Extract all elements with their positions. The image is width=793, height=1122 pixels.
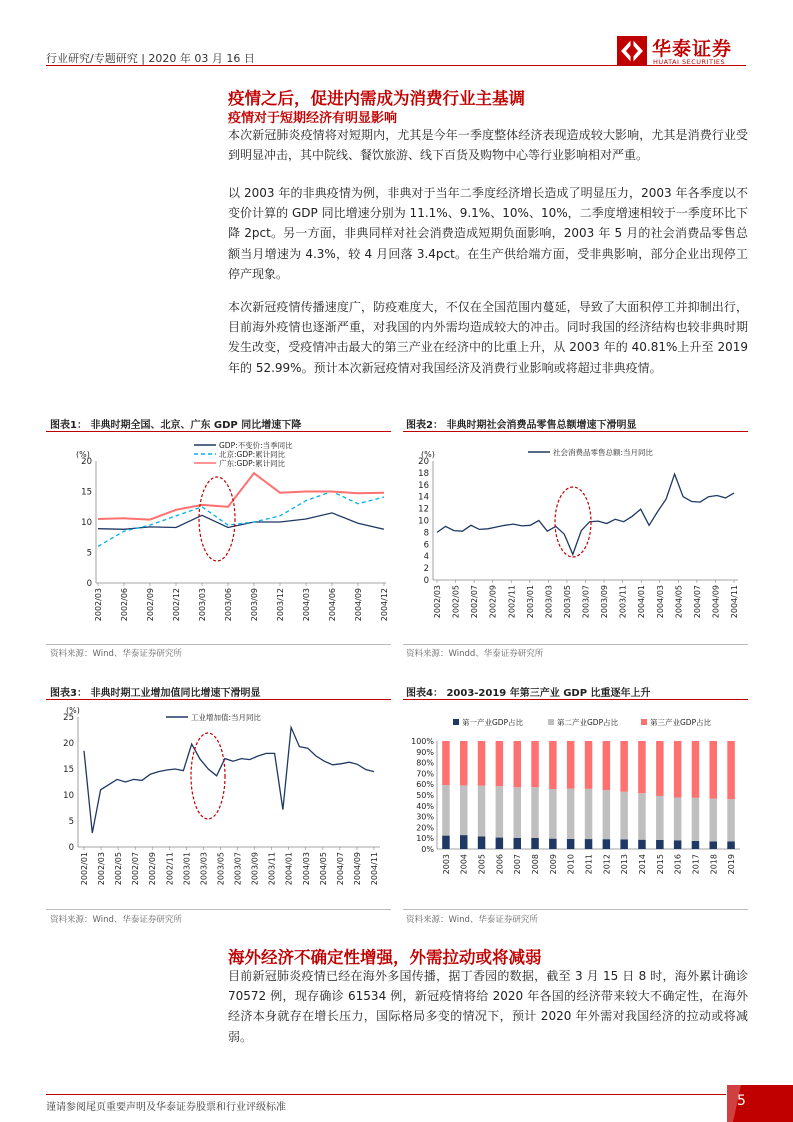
x-tick-label: 2004/05: [674, 585, 684, 619]
chart-gdp-growth: [46, 433, 391, 645]
y-tick-label: 10%: [416, 834, 434, 844]
paragraph-3: 本次新冠疫情传播速度广，防疫难度大，不仅在全国范围内蔓延，导致了大面积停工并抑制出行，目前海外疫情也逐渐严重，对我国的内外需均造成较大的冲击。同时我国的经济结构也较非典时期发生改变，受疫情冲击最大的第三产业在经济中的比重上升，从 2003 年的 40.81%上升至 2019 年的 52.99%。预计本次新冠疫情对我国经济及消费行业影响或将超过非典疫情。: [228, 300, 748, 375]
y-unit-label: (%): [421, 450, 435, 459]
y-tick-label: 14: [418, 492, 429, 503]
bar-segment-3: [638, 741, 646, 793]
x-tick-label: 2004/07: [335, 852, 345, 886]
bar-segment-1: [638, 840, 646, 849]
y-tick-label: 20%: [416, 823, 434, 833]
x-tick-label: 2010: [566, 854, 576, 875]
bar-segment-1: [603, 839, 611, 849]
bar-segment-3: [478, 741, 486, 786]
bar-segment-1: [442, 836, 450, 849]
x-tick-label: 2002/01: [80, 852, 89, 886]
x-tick-label: 2005: [477, 854, 487, 875]
y-tick-label: 70%: [416, 769, 434, 779]
y-tick-label: 20: [418, 457, 429, 467]
x-tick-label: 2004/07: [692, 585, 702, 619]
bar-segment-3: [531, 741, 539, 787]
bar-segment-3: [585, 741, 593, 789]
x-tick-label: 2015: [655, 854, 665, 875]
x-tick-label: 2004/11: [370, 852, 379, 886]
x-tick-label: 2003/05: [562, 585, 572, 619]
bar-segment-2: [442, 785, 450, 836]
figure4-rule: [403, 699, 748, 700]
chart-gdp-structure: [403, 701, 748, 910]
y-tick-label: 50%: [416, 791, 434, 800]
y-tick-label: 12: [418, 504, 429, 515]
y-tick-label: 0: [423, 576, 429, 586]
bar-segment-3: [674, 741, 682, 798]
legend-label-1: 工业增加值:当月同比: [191, 713, 262, 722]
bar-segment-1: [620, 839, 628, 849]
x-tick-label: 2002/11: [507, 585, 517, 619]
x-tick-label: 2003/01: [525, 585, 535, 619]
bar-segment-1: [531, 838, 539, 849]
figure4-title: 图表4： 2003-2019 年第三产业 GDP 比重逐年上升: [406, 688, 651, 699]
x-tick-label: 2004/01: [637, 585, 647, 619]
y-tick-label: 6: [423, 540, 429, 551]
x-tick-label: 2013: [620, 854, 630, 875]
logo-text-en: HUATAI SECURITIES: [653, 58, 726, 66]
header-date: 2020 年 03 月 16 日: [148, 52, 255, 65]
chart-retail-sales: [403, 433, 748, 645]
bar-segment-2: [460, 785, 468, 835]
x-tick-label: 2002/11: [165, 852, 175, 886]
figure2-title: 图表2： 非典时期社会消费品零售总额增速下滑明显: [406, 420, 637, 431]
series-line-1: [98, 513, 384, 529]
y-tick-label: 30%: [416, 812, 434, 822]
y-tick-label: 40%: [416, 801, 434, 811]
y-tick-label: 20: [63, 739, 74, 749]
y-unit-label: (%): [76, 450, 90, 459]
figure1-source: 资料来源：Wind、华泰证券研究所: [50, 649, 182, 659]
y-tick-label: 10: [418, 516, 429, 527]
legend-label-2: 第二产业GDP占比: [557, 718, 619, 727]
y-tick-label: 10: [63, 791, 74, 801]
figure2-rule: [403, 431, 748, 432]
page-number: 5: [727, 1085, 793, 1122]
y-tick-label: 15: [81, 487, 92, 498]
x-tick-label: 2004/03: [302, 588, 311, 622]
bar-segment-2: [727, 799, 735, 841]
legend-label-1: 社会消费品零售总额:当月同比: [553, 448, 654, 457]
bar-segment-2: [496, 786, 504, 837]
x-tick-label: 2002/05: [114, 852, 124, 886]
section-subtitle: 疫情对于短期经济有明显影响: [228, 111, 398, 126]
figure1-title: 图表1： 非典时期全国、北京、广东 GDP 同比增速下降: [50, 420, 302, 431]
x-tick-label: 2004/09: [352, 852, 362, 886]
bar-segment-1: [549, 839, 557, 849]
bar-segment-1: [692, 841, 700, 849]
x-tick-label: 2002/05: [451, 585, 461, 619]
x-tick-label: 2003/12: [276, 588, 285, 622]
x-tick-label: 2002/03: [433, 585, 442, 619]
bar-segment-2: [710, 799, 718, 842]
x-tick-label: 2004/09: [711, 585, 721, 619]
y-tick-label: 10: [81, 518, 92, 528]
footer-disclaimer: 谨请参阅尾页重要声明及华泰证券股票和行业评级标准: [46, 1102, 286, 1113]
logo-text-cn: 华泰证券: [652, 38, 733, 60]
bar-segment-3: [567, 741, 575, 789]
bar-segment-1: [710, 841, 718, 849]
x-tick-label: 2004/03: [655, 585, 665, 619]
bar-segment-1: [567, 839, 575, 849]
x-tick-label: 2004/12: [380, 588, 389, 622]
x-tick-label: 2017: [691, 854, 701, 875]
bar-segment-1: [727, 841, 735, 849]
legend-label-1: GDP:不变价:当季同比: [219, 441, 293, 450]
bar-segment-1: [496, 838, 504, 849]
chart-industrial-output: [46, 701, 391, 910]
bar-segment-3: [549, 741, 557, 789]
header-breadcrumb: 行业研究/专题研究 | 2020 年 03 月 16 日: [46, 52, 255, 65]
legend-label-3: 广东:GDP:累计同比: [219, 459, 286, 468]
y-unit-label: (%): [66, 706, 80, 715]
x-tick-label: 2018: [709, 854, 719, 875]
x-tick-label: 2003/11: [267, 852, 277, 886]
x-tick-label: 2003/11: [618, 585, 628, 619]
x-tick-label: 2003/09: [250, 852, 260, 886]
x-tick-label: 2003/07: [233, 852, 243, 886]
x-tick-label: 2002/09: [488, 585, 498, 619]
bar-segment-2: [478, 786, 486, 837]
bar-segment-3: [710, 741, 718, 799]
x-tick-label: 2008: [531, 854, 541, 875]
x-tick-label: 2004/09: [354, 588, 363, 622]
figure3-title: 图表3： 非典时期工业增加值同比增速下滑明显: [50, 688, 261, 699]
legend-label-2: 北京:GDP:累计同比: [219, 450, 286, 459]
x-tick-label: 2003/03: [199, 852, 209, 886]
series-line-3: [98, 473, 384, 519]
paragraph-1: 本次新冠肺炎疫情将对短期内，尤其是今年一季度整体经济表现造成较大影响，尤其是消费行业受到明显冲击，其中院线、餐饮旅游、线下百货及购物中心等行业影响相对严重。: [228, 128, 748, 163]
legend-swatch-3: [641, 719, 647, 725]
bar-segment-1: [460, 835, 468, 849]
x-tick-label: 2002/07: [131, 852, 141, 886]
x-tick-label: 2004/11: [730, 585, 739, 619]
x-tick-label: 2016: [673, 854, 683, 875]
x-tick-label: 2007: [513, 854, 523, 875]
x-tick-label: 2004/06: [328, 588, 337, 622]
series-line-1: [84, 727, 374, 833]
y-tick-label: 5: [86, 548, 92, 559]
y-tick-label: 2: [423, 564, 429, 575]
x-tick-label: 2003/07: [581, 585, 591, 619]
legend-swatch-2: [548, 719, 554, 725]
figure3-bottom-rule: [46, 909, 391, 910]
section-title: 疫情之后，促进内需成为消费行业主基调: [228, 89, 525, 108]
bar-segment-2: [585, 789, 593, 839]
y-tick-label: 15: [63, 765, 74, 775]
x-tick-label: 2002/09: [148, 852, 158, 886]
legend-label-1: 第一产业GDP占比: [462, 718, 524, 727]
bar-segment-2: [531, 787, 539, 838]
figure1-bottom-rule: [46, 644, 391, 645]
x-tick-label: 2002/03: [97, 852, 107, 886]
x-tick-label: 2002/09: [146, 588, 155, 622]
section2-title: 海外经济不确定性增强，外需拉动或将减弱: [228, 948, 542, 967]
x-tick-label: 2003/09: [600, 585, 610, 619]
x-tick-label: 2003/03: [544, 585, 554, 619]
bar-segment-2: [692, 798, 700, 841]
highlight-oval: [555, 487, 591, 557]
bar-segment-3: [603, 741, 611, 790]
x-tick-label: 2012: [602, 854, 612, 875]
x-tick-label: 2019: [727, 854, 737, 875]
bar-segment-3: [460, 741, 468, 785]
x-tick-label: 2003/09: [250, 588, 259, 622]
y-tick-label: 4: [423, 552, 429, 563]
bar-segment-1: [674, 840, 682, 849]
bar-segment-2: [567, 789, 575, 839]
y-tick-label: 20: [81, 457, 92, 467]
bar-segment-3: [496, 741, 504, 786]
x-tick-label: 2002/12: [172, 588, 181, 622]
y-tick-label: 0%: [421, 845, 434, 854]
bar-segment-2: [603, 790, 611, 839]
bar-segment-1: [585, 839, 593, 849]
y-tick-label: 16: [418, 480, 429, 491]
x-tick-label: 2002/07: [470, 585, 480, 619]
y-tick-label: 100%: [411, 737, 434, 746]
x-tick-label: 2004/03: [301, 852, 311, 886]
x-tick-label: 2004: [459, 854, 469, 875]
figure3-source: 资料来源：Wind、华泰证券研究所: [50, 915, 182, 925]
y-tick-label: 80%: [416, 758, 434, 768]
x-tick-label: 2003/03: [198, 588, 207, 622]
x-tick-label: 2004/01: [284, 852, 294, 886]
bar-segment-3: [442, 741, 450, 785]
legend-swatch-1: [453, 719, 459, 725]
y-tick-label: 0: [86, 579, 92, 589]
x-tick-label: 2003/06: [224, 588, 233, 622]
bar-segment-1: [478, 837, 486, 850]
x-tick-label: 2014: [637, 854, 647, 875]
bar-segment-3: [727, 741, 735, 799]
y-tick-label: 25: [63, 713, 74, 723]
huatai-logo-icon: [617, 36, 647, 66]
bar-segment-2: [514, 787, 522, 838]
series-line-1: [437, 474, 734, 554]
x-tick-label: 2006: [495, 854, 505, 875]
x-tick-label: 2002/06: [120, 588, 129, 622]
y-tick-label: 0: [68, 843, 74, 853]
figure3-rule: [46, 699, 391, 700]
paragraph-2: 以 2003 年的非典疫情为例，非典对于当年二季度经济增长造成了明显压力，2003 年各季度以不变价计算的 GDP 同比增速分别为 11.1%、9.1%、10%、10%，二季度增速相较于一季度环比下降 2pct。另一方面，非典同样对社会消费造成短期负面影响，2003 年 5 月的社会消费品零售总额当月增速为 4.3%，较 4 月回落 3.4pct。在生产供给端方面，受非典影响，部分企业出现停工停产现象。: [228, 186, 748, 281]
figure4-bottom-rule: [403, 909, 748, 910]
x-tick-label: 2009: [548, 854, 558, 875]
bar-segment-2: [638, 793, 646, 840]
bar-segment-2: [549, 789, 557, 839]
highlight-oval: [199, 477, 235, 561]
figure2-source: 资料来源：Windd、华泰证券研究所: [406, 649, 544, 659]
bar-segment-3: [656, 741, 664, 796]
figure2-bottom-rule: [403, 644, 748, 645]
bar-segment-3: [692, 741, 700, 798]
y-tick-label: 8: [423, 528, 429, 539]
highlight-oval: [191, 733, 225, 819]
x-tick-label: 2002/03: [94, 588, 103, 622]
bar-segment-2: [620, 792, 628, 840]
footer-divider: [46, 1094, 726, 1095]
y-tick-label: 90%: [416, 747, 434, 757]
x-tick-label: 2011: [584, 854, 594, 875]
bar-segment-2: [656, 796, 664, 840]
x-tick-label: 2003/05: [216, 852, 226, 886]
figure4-source: 资料来源：Wind、华泰证券研究所: [406, 915, 538, 925]
bar-segment-3: [620, 741, 628, 792]
legend-label-3: 第三产业GDP占比: [650, 718, 712, 727]
y-tick-label: 60%: [416, 780, 434, 790]
y-tick-label: 18: [418, 468, 429, 479]
section2-paragraph: 目前新冠肺炎疫情已经在海外多国传播，据丁香园的数据，截至 3 月 15 日 8 时，海外累计确诊 70572 例，现存确诊 61534 例，新冠疫情将给 2020 年各国的经济带来较大不确定性，在海外经济本身就存在增长压力，国际格局多变的情况下，预计 2020 年外需对我国经济的拉动或将减弱。: [228, 969, 748, 1044]
x-tick-label: 2004/05: [318, 852, 328, 886]
y-tick-label: 5: [68, 817, 74, 827]
x-tick-label: 2003/01: [182, 852, 192, 886]
bar-segment-1: [656, 840, 664, 849]
figure1-rule: [46, 431, 391, 432]
bar-segment-3: [514, 741, 522, 787]
bar-segment-1: [514, 838, 522, 849]
x-tick-label: 2003: [441, 854, 451, 875]
bar-segment-2: [674, 798, 682, 841]
